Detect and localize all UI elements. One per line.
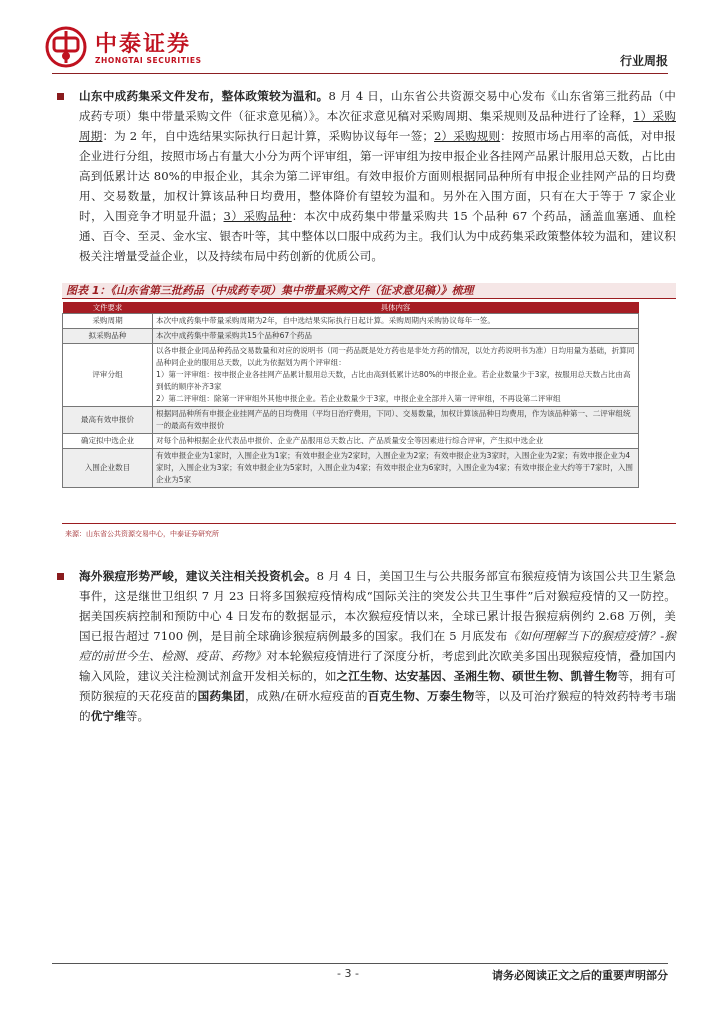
- underlined-term: 1）采购周期: [79, 109, 676, 143]
- table-value-line: 2）第二评审组：除第一评审组外其他申报企业。若企业数量少于3家，申报企业全部并入第一评审组，不再设第二评审组: [156, 394, 561, 403]
- table-row: [63, 407, 639, 434]
- paragraph-text: 8 月 4 日，山东省公共资源交易中心发布《山东省第三批药品（中成药专项）集中带量采购文件（征求意见稿）》。本次征求意见稿对采购周期、集采规则及品种进行了诠释，: [79, 89, 676, 123]
- table-value: [153, 449, 639, 488]
- table-value: [153, 407, 639, 434]
- figure-divider: [62, 523, 676, 524]
- header-divider: [52, 73, 668, 74]
- figure-title: 图表 1：《山东省第三批药品（中成药专项）集中带量采购文件（征求意见稿）》梳理: [62, 283, 676, 299]
- table-key: 拟采购品种: [63, 329, 153, 344]
- table-value-line: 有效申报企业为1家时，入围企业为1家；有效申报企业为2家时，入围企业为2家；有效申报企业为3家时，入围企业为2家；有效申报企业为4家时，入围企业为3家；有效申报企业为5家时，入围企业为4家；有效申报企业为6家时，入围企业为4家；有效申报企业大约等于7家时，入围企业为5家: [156, 451, 634, 484]
- paragraph-lead: 山东中成药集采文件发布，整体政策较为温和。: [79, 89, 329, 103]
- table-key: 评审分组: [63, 344, 153, 407]
- table-header-left: 文件要求: [63, 302, 153, 314]
- table-key: 确定拟中选企业: [63, 434, 153, 449]
- table-row: [63, 314, 639, 329]
- bullet-icon: [57, 93, 64, 100]
- table-value: [153, 434, 639, 449]
- table-row: [63, 434, 639, 449]
- report-type: 行业周报: [619, 54, 668, 68]
- paragraph-text: ，成熟/在研水痘疫苗的: [245, 689, 368, 703]
- paragraph-tcm-procurement: [79, 86, 676, 266]
- table-value-line: 根据同品种所有申报企业挂网产品的日均费用（平均日治疗费用，下同）、交易数量，加权计算该品种日均费用，作为该品种第一、二评审组统一的最高有效申报价: [156, 409, 631, 430]
- table-value-line: 1）第一评审组：按申报企业各挂网产品累计服用总天数，占比由高到低累计达80%的申报企业。若企业数量少于3家，按服用总天数占比由高到低的顺序补齐3家: [156, 370, 631, 391]
- table-row: [63, 449, 639, 488]
- report-title-italic: 《如何理解当下的猴痘疫情？-猴痘的前世今生、检测、疫苗、药物》: [79, 629, 677, 663]
- table-value: [153, 344, 639, 407]
- paragraph-text: 对本轮猴痘疫情进行了深度分析，考虑到此次欧美多国出现猴痘疫情，叠加国内输入风险，建议关注检测试剂盒开发相关标的，如: [79, 649, 676, 683]
- table-key: 采购周期: [63, 314, 153, 329]
- table-key: 入围企业数目: [63, 449, 153, 488]
- table-key: 最高有效申报价: [63, 407, 153, 434]
- disclaimer-note: 请务必阅读正文之后的重要声明部分: [492, 969, 668, 982]
- logo-text-cn: 中泰证券: [95, 32, 192, 57]
- underlined-term: 2）采购规则: [434, 129, 501, 143]
- company-names: 优宁维: [90, 709, 126, 723]
- paragraph-text: ：按照市场占用率的高低，对申报企业进行分组，按照市场占有量大小分为两个评审组，第一评审组为按申报企业各挂网产品累计服用总天数，占比由高到低累计达 80%的申报企业，其余为第二评审组。有效申报价方面则根据同品种所有申报企业挂网产品的日均费用、交易数量，加权计算该品种日均费用，整体降价有望较为温和。另外在入围方面，只有在大于等于 7 家企业时，入围竞争才明显升温；: [79, 129, 676, 223]
- company-logo: [45, 26, 225, 68]
- paragraph-text: ：本次中成药集中带量采购共 15 个品种 67 个药品，涵盖血塞通、血栓通、百令、至灵、金水宝、银杏叶等，其中整体以口服中成药为主。我们认为中成药集采政策整体较为温和，建议积极关注增量受益企业，以及持续布局中药创新的优质公司。: [79, 209, 676, 263]
- figure-source: 来源：山东省公共资源交易中心，中泰证券研究所: [65, 530, 219, 538]
- bullet-icon: [57, 573, 64, 580]
- company-names: 之江生物、达安基因、圣湘生物、硕世生物、凯普生物: [336, 669, 618, 683]
- table-value: [153, 329, 639, 344]
- footer-divider: [52, 963, 668, 964]
- paragraph-lead: 海外猴痘形势严峻，建议关注相关投资机会。: [79, 569, 317, 583]
- table-value-line: 本次中成药集中带量采购周期为2年，自中选结果实际执行日起计算。采购周期内采购协议每年一签。: [156, 316, 495, 325]
- paragraph-text: 等。: [125, 709, 150, 723]
- table-row: [63, 344, 639, 407]
- table-value: [153, 314, 639, 329]
- paragraph-text: 等，以及可治疗猴痘的特效药特考韦瑞的: [79, 689, 676, 723]
- paragraph-monkeypox: [79, 566, 676, 726]
- company-names: 百克生物、万泰生物: [367, 689, 475, 703]
- page-number: - 3 -: [337, 967, 359, 980]
- table-value-line: 以各申报企业同品种药品交易数量和对应的说明书（同一药品既是处方药也是非处方药的情况，以处方药说明书为准）日均用量为基础，折算同品种同企业的服用总天数，以此为依据划为两个评审组：: [156, 346, 635, 367]
- paragraph-text: 8 月 4 日，美国卫生与公共服务部宣布猴痘疫情为该国公共卫生紧急事件，这是继世卫组织 7 月 23 日将多国猴痘疫情构成“国际关注的突发公共卫生事件”后对猴痘疫情的又一防控。据美国疾病控制和预防中心 4 日发布的数据显示，本次猴痘疫情以来，全球已累计报告猴痘病例约 2.68 万例，美国已报告超过 7100 例，是目前全球确诊猴痘病例最多的国家。我们在 5 月底发布: [79, 569, 676, 643]
- requirements-table: [62, 302, 639, 488]
- table-header-right: 具体内容: [153, 302, 639, 314]
- paragraph-text: 等，拥有可预防猴痘的天花疫苗的: [79, 669, 676, 703]
- logo-text-en: ZHONGTAI SECURITIES: [95, 56, 202, 65]
- logo-mark-icon: [45, 26, 87, 68]
- table-value-line: 本次中成药集中带量采购共15个品种67个药品: [156, 331, 313, 340]
- underlined-term: 3）采购品种: [223, 209, 292, 223]
- table-value-line: 对每个品种根据企业代表品申报价、企业产品服用总天数占比、产品质量安全等因素进行综合评审，产生拟中选企业: [156, 436, 544, 445]
- company-names: 国药集团: [197, 689, 246, 703]
- table-row: [63, 329, 639, 344]
- paragraph-text: ：为 2 年，自中选结果实际执行日起计算，采购协议每年一签；: [102, 129, 435, 143]
